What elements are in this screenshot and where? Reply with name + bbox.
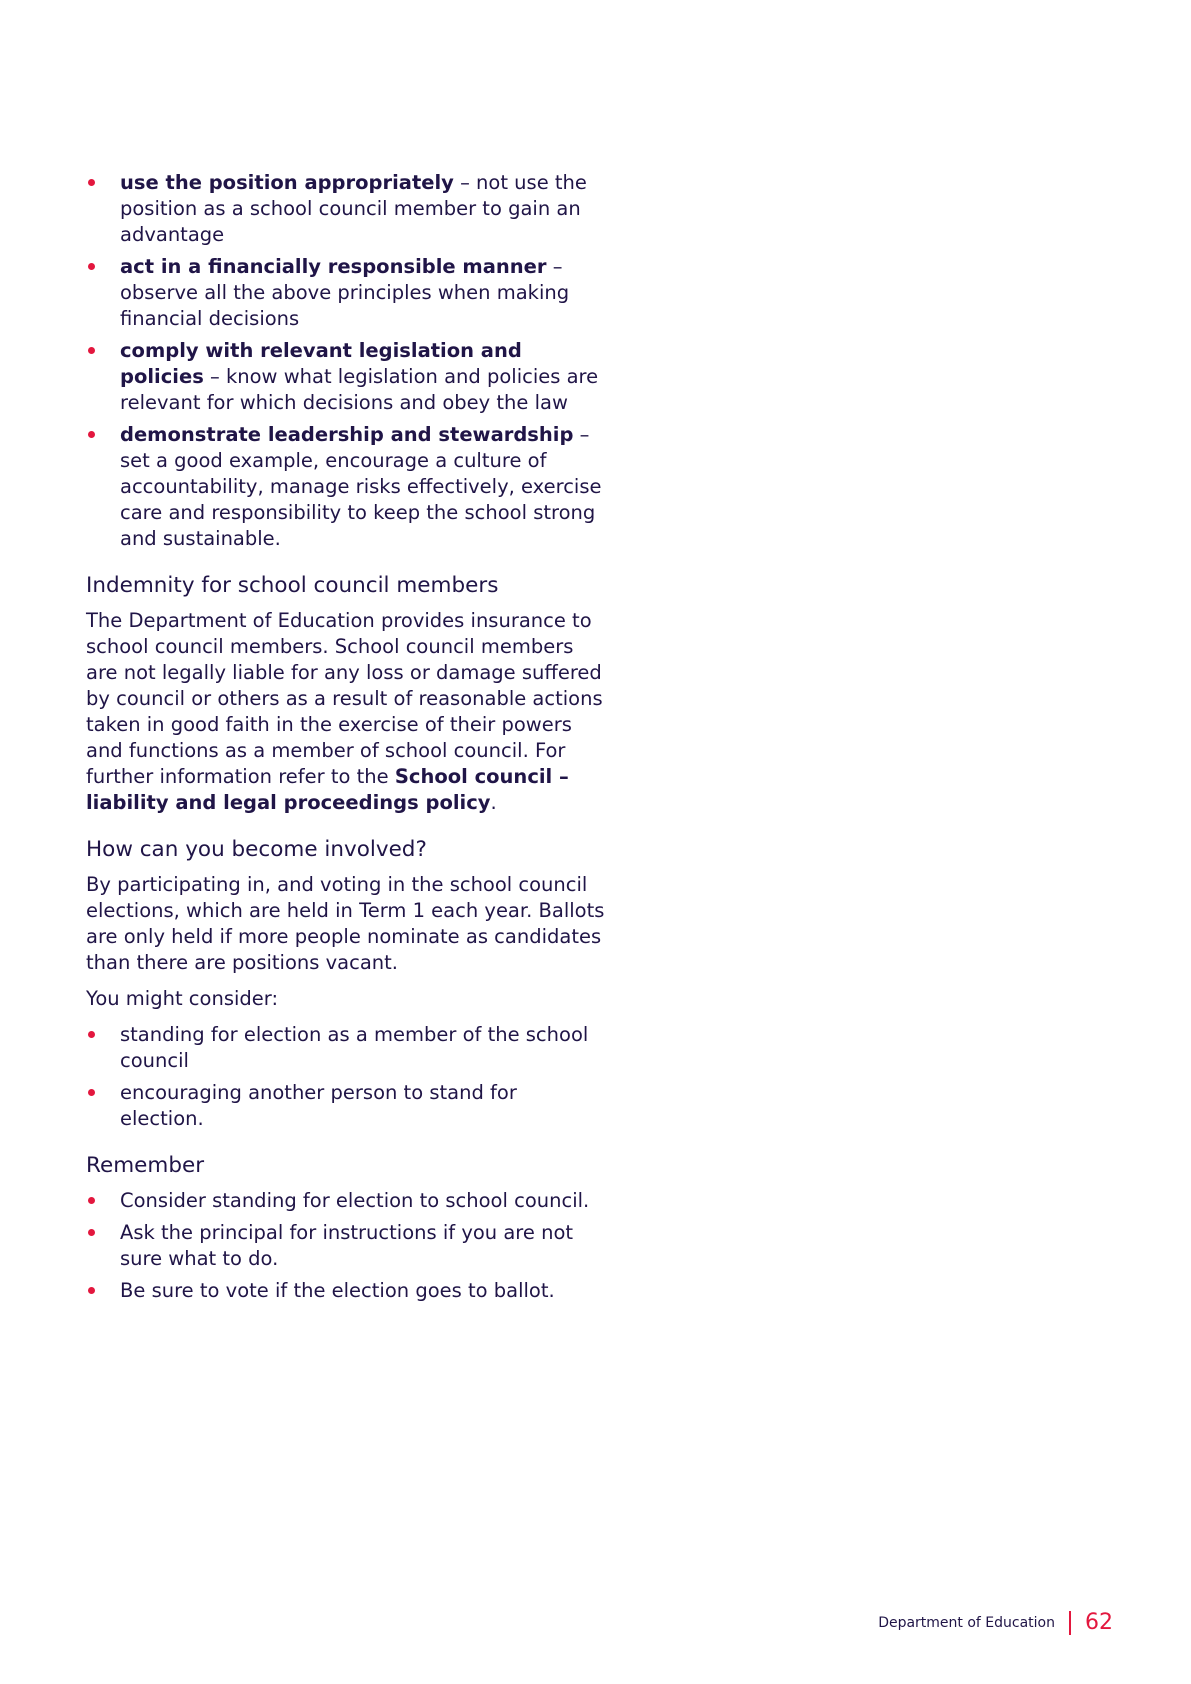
page-footer [878, 1610, 1113, 1635]
bullet-icon [88, 179, 95, 186]
remember-list [86, 1188, 606, 1304]
principle-title: act in a financially responsible manner [120, 255, 547, 278]
involved-paragraph: By participating in, and voting in the school council elections, which are held in Term 1 each year. Ballots are only held if more people nominate as candidates than there are positions vacant. [86, 873, 605, 974]
involved-heading: How can you become involved? [86, 837, 427, 862]
footer-divider [1069, 1611, 1071, 1635]
bullet-icon [88, 431, 95, 438]
main-column [86, 170, 606, 1310]
bullet-icon [88, 347, 95, 354]
footer-org: Department of Education [878, 1614, 1055, 1631]
principle-text: – set a good example, encourage a culture of accountability, manage risks effectively, exercise care and responsibility to keep the school strong and sustainable. [120, 423, 602, 550]
principles-list [86, 170, 606, 552]
remember-item: Consider standing for election to school council. [120, 1189, 590, 1212]
list-item [86, 1080, 606, 1132]
bullet-icon [88, 1089, 95, 1096]
principle-title: comply with relevant legislation and policies [120, 339, 522, 388]
principle-title: demonstrate leadership and stewardship [120, 423, 574, 446]
remember-item: Ask the principal for instructions if you are not sure what to do. [120, 1221, 574, 1270]
list-item [86, 422, 606, 552]
list-item [86, 1278, 606, 1304]
consider-item: standing for election as a member of the school council [120, 1023, 589, 1072]
principle-title: use the position appropriately [120, 171, 454, 194]
bullet-icon [88, 1287, 95, 1294]
principle-text: – observe all the above principles when making financial decisions [120, 255, 570, 330]
remember-item: Be sure to vote if the election goes to ballot. [120, 1279, 555, 1302]
list-item [86, 338, 606, 416]
indemnity-end: . [490, 791, 497, 814]
page-number: 62 [1085, 1610, 1113, 1635]
liability-policy-link[interactable]: School council – liability and legal proceedings policy [86, 765, 569, 814]
list-item [86, 1188, 606, 1214]
principle-text: – not use the position as a school council member to gain an advantage [120, 171, 587, 246]
indemnity-paragraph [86, 608, 606, 816]
bullet-icon [88, 1197, 95, 1204]
consider-item: encouraging another person to stand for election. [120, 1081, 517, 1130]
list-item [86, 1022, 606, 1074]
consider-list [86, 1022, 606, 1132]
indemnity-heading: Indemnity for school council members [86, 573, 499, 598]
bullet-icon [88, 1031, 95, 1038]
remember-heading: Remember [86, 1153, 205, 1178]
list-item [86, 254, 606, 332]
consider-text: You might consider: [86, 987, 279, 1010]
bullet-icon [88, 263, 95, 270]
principle-text: – know what legislation and policies are relevant for which decisions and obey the law [120, 365, 599, 414]
bullet-icon [88, 1229, 95, 1236]
list-item [86, 170, 606, 248]
indemnity-text: The Department of Education provides insurance to school council members. School council members are not legally liable for any loss or damage suffered by council or others as a result of reasonable actions taken in good faith in the exercise of their powers and functions as a member of school council. For further information refer to the [86, 609, 603, 788]
list-item [86, 1220, 606, 1272]
